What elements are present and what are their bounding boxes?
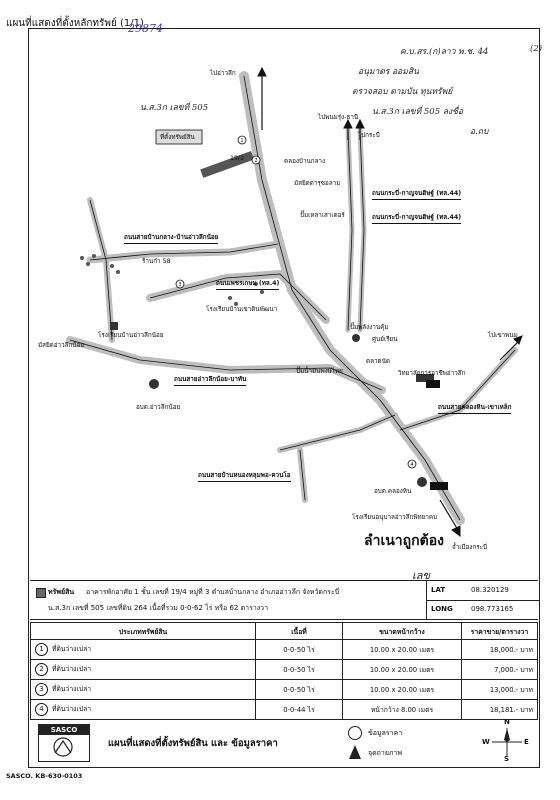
marker-label-3: 3 — [178, 282, 182, 288]
footer-title: แผนที่แสดงที่ตั้งทรัพย์สิน และ ข้อมูลราคา — [108, 738, 278, 749]
row-number: 1 — [35, 643, 48, 656]
handwritten-note-4: น.ส.3ก เลขที่ 505 ลงชื่อ — [372, 107, 464, 117]
label-to-ao-luek: ไปอ่าวลึก — [210, 70, 236, 77]
road-main — [244, 76, 460, 520]
label-mosque-ao-luek-noi: มัสยิดอ่าวลึกน้อย — [38, 342, 85, 349]
location-map — [30, 30, 538, 578]
emblem-aobt-icon — [149, 379, 159, 389]
marker-label-1: 1 — [240, 138, 244, 144]
marker-label-2: 2 — [254, 158, 258, 164]
handwritten-note-2: อนุมาตร ออมสิน — [358, 67, 419, 77]
price-marker-icon — [348, 726, 362, 740]
label-house-no: 19/2 — [230, 155, 245, 162]
sasco-emblem-icon — [39, 735, 87, 759]
row-price: 18,000.- บาท — [462, 640, 538, 660]
row-size: 10.00 x 20.00 เมตร — [343, 640, 462, 660]
road-hwy44-b — [360, 130, 364, 330]
row-area: 0-0-50 ไร่ — [256, 660, 343, 680]
handwritten-number: 29874 — [128, 22, 163, 35]
label-station-a: ปั๊มน้ำมันพงษ์ไทย — [296, 368, 343, 375]
info-line-1: อาคารพักอาศัย 1 ชั้น เลขที่ 19/4 หมู่ที่ 3 ตำบลบ้านกลาง อำเภออ่าวลึก จังหวัดกระบี่ — [86, 588, 340, 596]
compass-w: W — [482, 738, 490, 746]
sasco-logo-text: SASCO — [39, 725, 89, 735]
label-road-krabi-1: ถนนกระบี่-กาญจนดิษฐ์ (ทล.44) — [372, 188, 461, 200]
row-number: 3 — [35, 683, 48, 696]
info-line-2: น.ส.3ก เลขที่ 505 เลขที่ดิน 264 เนื้อที่รวม 0-0-62 ไร่ หรือ 62 ตารางวา — [48, 604, 269, 612]
row-type: ที่ดินว่างเปล่า — [52, 685, 92, 693]
handwritten-left-note: น.ส.3ก เลขที่ 505 — [140, 103, 209, 113]
table-row — [31, 660, 538, 680]
row-type: ที่ดินว่างเปล่า — [52, 665, 92, 673]
label-mosque-phon: มัสยิดดารุซอลาม — [294, 180, 341, 187]
header-size: ขนาดหน้ากว้าง — [343, 623, 462, 640]
legend-photo-label: จุดถ่ายภาพ — [368, 749, 403, 757]
handwritten-page-mark: (2) — [530, 44, 543, 54]
row-size: หน้ากว้าง 8.00 เมตร — [343, 700, 462, 720]
label-road-krabi-2: ถนนกระบี่-กาญจนดิษฐ์ (ทล.44) — [372, 212, 461, 224]
label-district-big: ลำเนาถูกต้อง — [364, 533, 444, 549]
footer — [30, 718, 538, 766]
school-icon — [430, 482, 448, 490]
table-row — [31, 700, 538, 720]
row-number: 2 — [35, 663, 48, 676]
label-water-works: วิทยาลัยการอาชีพอ่าวลึก — [398, 370, 466, 377]
college-icon — [426, 380, 440, 388]
label-road-ban-klang: ถนนสายบ้านกลาง-บ้านอ่าวลึกน้อย — [124, 232, 218, 244]
document-code: SASCO. KB-630-0103 — [6, 772, 83, 780]
road-east — [400, 350, 515, 430]
coords-box — [426, 581, 539, 619]
compass-n: N — [504, 718, 510, 726]
label-to-krabi: ไปกระบี่ — [358, 132, 380, 139]
handwritten-note-1: ค.บ.สร.(ก)ลาว พ.ช. 44 — [400, 47, 489, 57]
header-price: ราคาขาย/ตารางวา — [462, 623, 538, 640]
label-aobt-ao-luek: อบต.อ่าวลึกน้อย — [136, 404, 181, 411]
long-label: LONG — [431, 605, 453, 613]
row-price: 13,000.- บาท — [462, 680, 538, 700]
label-temple: ปั๊มเหลาเสาเตอร์ — [300, 212, 345, 219]
photo-point-icon — [348, 744, 362, 760]
label-road-nong-luang: ถนนสายบ้านหนองหลุมพอ-ควนโอ — [198, 470, 291, 482]
lat-value: 08.320129 — [471, 586, 509, 594]
label-district-small: จ้ำเมืองกระบี่ — [452, 544, 487, 551]
row-area: 0-0-50 ไร่ — [256, 640, 343, 660]
label-college: ศูนย์เรียน — [372, 336, 398, 343]
info-box — [30, 580, 538, 620]
label-school-ban-ao-luek: โรงเรียนบ้านอ่าวลึกน้อย — [98, 332, 164, 339]
label-subject-property: ที่ตั้งทรัพย์สิน — [160, 134, 195, 141]
sasco-logo — [38, 724, 90, 762]
row-type: ที่ดินว่างเปล่า — [52, 705, 92, 713]
price-table — [30, 622, 538, 720]
label-school-ban-thung: โรงเรียนอนุบาลอ่าวลึกพิทยาคม — [352, 514, 438, 521]
marker-label-4: 4 — [410, 462, 414, 468]
long-value: 098.773165 — [471, 605, 514, 613]
table-row — [31, 680, 538, 700]
row-number: 4 — [35, 703, 48, 716]
row-type: ที่ดินว่างเปล่า — [52, 645, 92, 653]
emblem-aobt2-icon — [417, 477, 427, 487]
mosque-icon — [110, 322, 118, 330]
label-to-phang-nga: ไปพนมรุ่ง-ธานี — [318, 114, 359, 121]
road-hwy44-a — [348, 130, 352, 330]
row-price: 18,181.- บาท — [462, 700, 538, 720]
label-road-khlong-hin: ถนนสายคลองหิน-เขาเหล็ก — [438, 402, 511, 414]
header-area: เนื้อที่ — [256, 623, 343, 640]
table-row — [31, 640, 538, 660]
row-size: 10.00 x 20.00 เมตร — [343, 680, 462, 700]
compass-e: E — [524, 738, 529, 746]
subject-property-block — [200, 151, 254, 178]
row-price: 7,000.- บาท — [462, 660, 538, 680]
page-header: แผนที่แสดงที่ตั้งหลักทรัพย์ (1/1) — [6, 18, 144, 29]
label-road-ao-luek-noi: ถนนสายอ่าวลึกน้อย-บาทัน — [174, 374, 246, 386]
label-to-khao-phanom: ไปเขาพนม — [488, 332, 518, 339]
label-pump-station: ปั๊มพลังงานคุ้ม — [350, 324, 389, 331]
row-area: 0-0-50 ไร่ — [256, 680, 343, 700]
road-west-branch — [90, 200, 112, 340]
legend-label: ทรัพย์สิน — [48, 588, 75, 596]
label-road-phetkasem: ถนนเพชรเกษม (ทล.4) — [216, 278, 279, 290]
header-type: ประเภททรัพย์สิน — [31, 623, 256, 640]
handwritten-box-note: เลข — [412, 569, 431, 582]
compass-s: S — [504, 755, 510, 763]
label-shop-58: ร้านก๋า 58 — [142, 258, 171, 265]
row-area: 0-0-44 ไร่ — [256, 700, 343, 720]
label-school-ban-khao: โรงเรียนบ้านเขาดินพัฒนา — [206, 306, 278, 313]
row-size: 10.00 x 20.00 เมตร — [343, 660, 462, 680]
table-header-row — [31, 623, 538, 640]
label-market: ตลาดนัด — [366, 358, 390, 365]
handwritten-note-5: อ.ถบ — [470, 127, 489, 137]
lat-label: LAT — [431, 586, 446, 594]
road-west — [90, 244, 278, 260]
label-khlong-ban-klang: คลองบ้านกลาง — [284, 158, 326, 165]
road-southwest — [280, 415, 395, 450]
legend-price-label: ข้อมูลราคา — [368, 729, 403, 737]
label-aobt-khlong-hin: อบต.คลองหิน — [374, 488, 412, 495]
pond-icon — [352, 334, 360, 342]
legend-square-icon — [36, 588, 46, 598]
handwritten-note-3: ตรวจสอบ ตามบัน ทุนทรัพย์ — [352, 87, 453, 97]
